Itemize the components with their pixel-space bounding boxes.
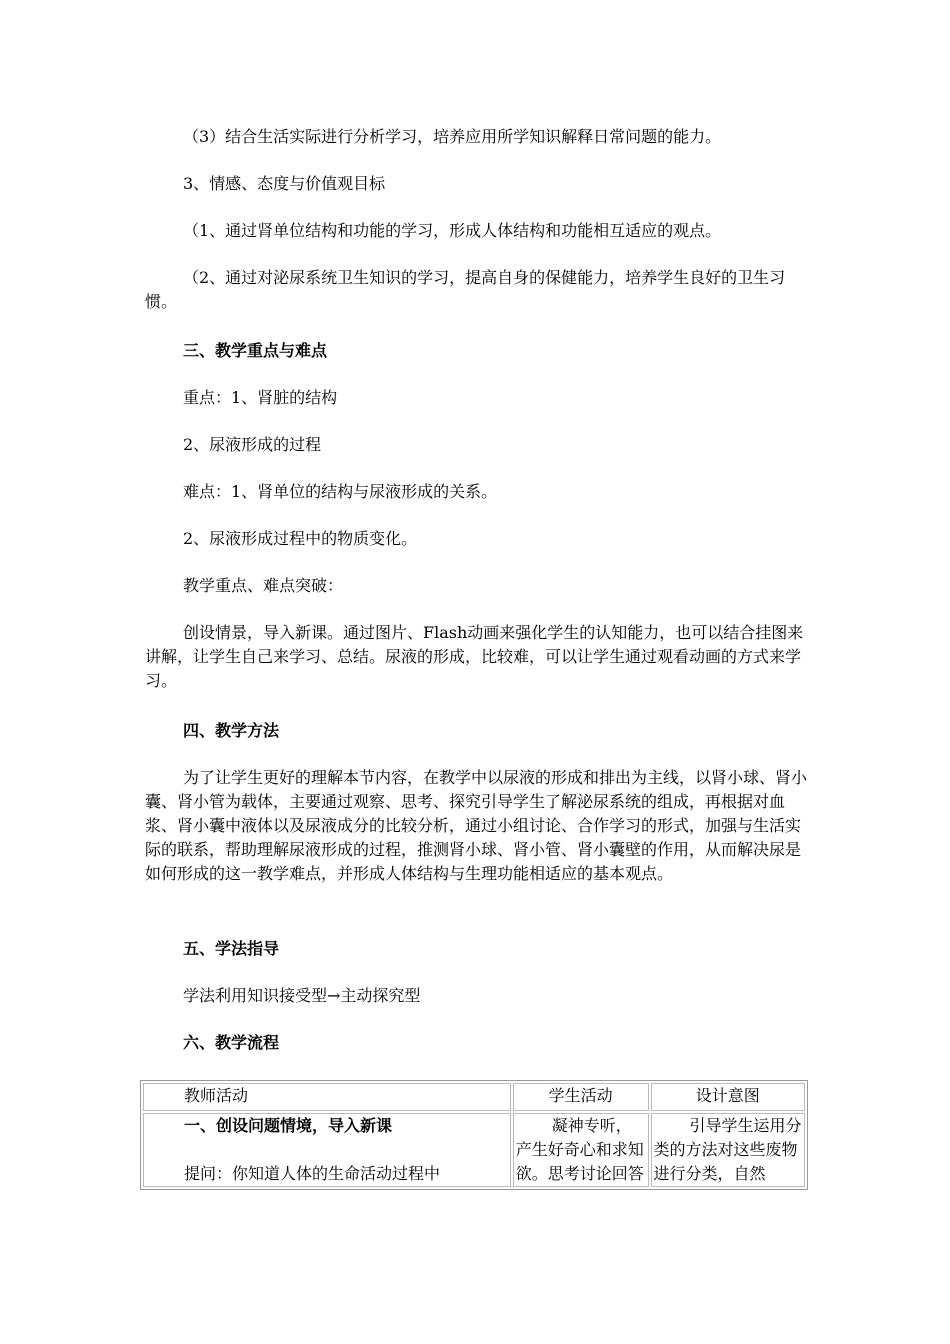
- design-intent-text: 引导学生运用分类的方法对这些废物进行分类，自然: [653, 1116, 802, 1183]
- breakthrough-title: 教学重点、难点突破：: [183, 576, 344, 595]
- teacher-activity-cell: [143, 1113, 511, 1187]
- study-method-text: 学法利用知识接受型→主动探究型: [183, 986, 421, 1005]
- section-3-heading: 三、教学重点与难点: [183, 341, 328, 360]
- key-point-1: 重点：1、肾脏的结构: [183, 388, 338, 407]
- emotion-objective-1: （1、通过肾单位结构和功能的学习，形成人体结构和功能相互适应的观点。: [183, 221, 722, 240]
- teaching-method-paragraph: 为了让学生更好的理解本节内容，在教学中以尿液的形成和排出为主线，以肾小球、肾小囊、肾小管为载体，主要通过观察、思考、探究引导学生了解泌尿系统的组成，再根据对血浆、肾小囊中液体以及尿液成分的比较分析，通过小组讨论、合作学习的形式，加强与生活实际的联系，帮助理解尿液形成的过程，推测肾小球、肾小管、肾小囊壁的作用，从而解决尿是如何形成的这一教学难点，并形成人体结构与生理功能相适应的基本观点。: [145, 768, 808, 883]
- design-intent-cell: [651, 1113, 805, 1187]
- student-activity-cell: [513, 1113, 649, 1187]
- header-design: 设计意图: [651, 1083, 805, 1111]
- section-5-heading: 五、学法指导: [183, 939, 280, 958]
- section-4-heading: 四、教学方法: [183, 721, 280, 740]
- teacher-activity-text: 提问：你知道人体的生命活动过程中: [184, 1164, 441, 1183]
- table-header-row: [143, 1083, 805, 1111]
- header-student: 学生活动: [513, 1083, 649, 1111]
- difficulty-1: 难点：1、肾单位的结构与尿液形成的关系。: [183, 482, 498, 501]
- teacher-activity-title: 一、创设问题情境，导入新课: [184, 1116, 393, 1135]
- breakthrough-paragraph: 创设情景，导入新课。通过图片、Flash动画来强化学生的认知能力，也可以结合挂图来讲解，让学生自己来学习、总结。尿液的形成，比较难，可以让学生通过观看动画的方式来学习。: [145, 623, 804, 690]
- key-point-2: 2、尿液形成的过程: [183, 435, 322, 454]
- header-teacher: 教师活动: [143, 1083, 511, 1111]
- difficulty-2: 2、尿液形成过程中的物质变化。: [183, 529, 418, 548]
- emotion-objective-2: （2、通过对泌尿系统卫生知识的学习，提高自身的保健能力，培养学生良好的卫生习惯。: [145, 268, 786, 311]
- emotion-objective-title: 3、情感、态度与价值观目标: [183, 174, 386, 193]
- teaching-flow-table: [140, 1080, 808, 1190]
- student-activity-text: 凝神专听，产生好奇心和求知欲。思考讨论回答: [515, 1116, 644, 1183]
- objective-3-text: （3）结合生活实际进行分析学习，培养应用所学知识解释日常问题的能力。: [183, 127, 722, 146]
- section-6-heading: 六、教学流程: [183, 1033, 280, 1052]
- table-row: [143, 1113, 805, 1187]
